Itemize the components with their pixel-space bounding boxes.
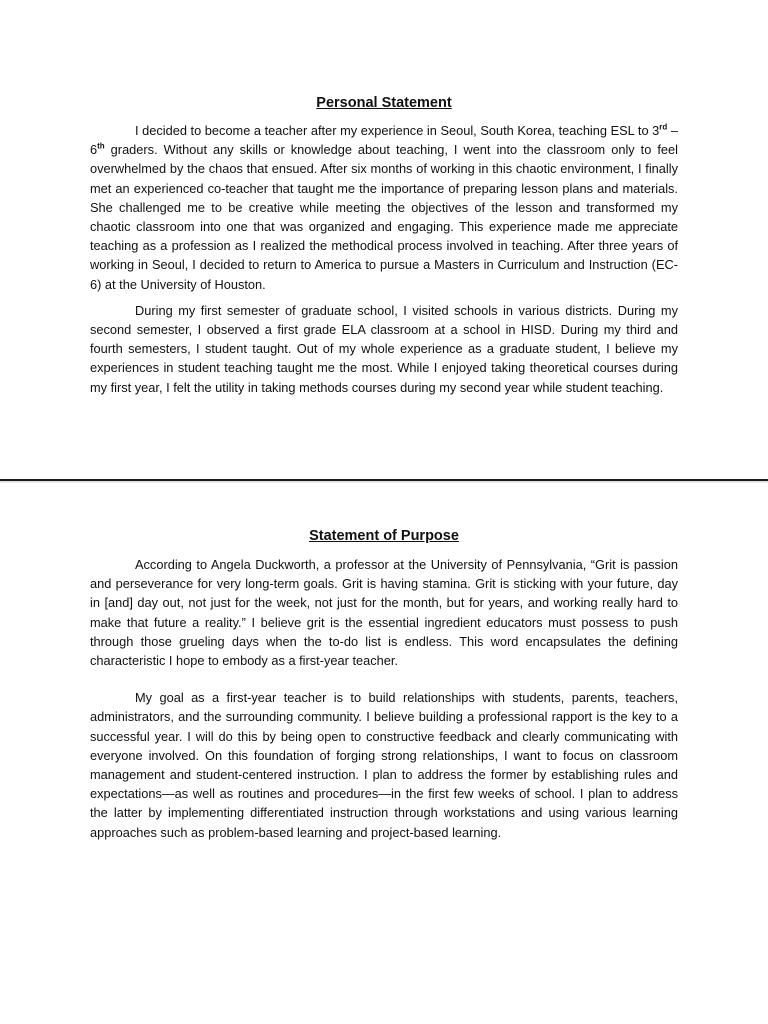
grade-dash: –: [667, 123, 678, 138]
personal-statement-paragraph-1: [90, 121, 678, 294]
statement-of-purpose-paragraph-2: My goal as a first-year teacher is to build relationships with students, parents, teachers, administrators, and the surrounding community. I believe building a professional rapport is the key to a successful year. I will do this by being open to constructive feedback and clearly communicating with everyone involved. On this foundation of forging strong relationships, I want to focus on classroom management and student-centered instruction. I plan to address the former by establishing rules and expectations—as well as routines and procedures—in the first few weeks of school. I plan to address the latter by implementing differentiated instruction through workstations and using various learning approaches such as problem-based learning and project-based learning.: [90, 690, 678, 840]
personal-statement-section: [90, 95, 678, 397]
statement-of-purpose-section: [90, 528, 678, 842]
personal-statement-title: Personal Statement: [316, 95, 452, 111]
grade-from-ordinal: rd: [659, 122, 668, 132]
document-page-1: [0, 0, 768, 480]
statement-of-purpose-title: Statement of Purpose: [309, 528, 459, 544]
grade-from: 3: [652, 123, 660, 138]
grade-to: 6: [90, 142, 98, 158]
document-page-2: [0, 483, 768, 1024]
p1-rest-text: graders. Without any skills or knowledge about teaching, I went into the classroom only to feel overwhelmed by the chaos that ensued. After six months of working in this chaotic environment, I finally met an experienced co-teacher that taught me the importance of preparing lesson plans and materials. She challenged me to be creative while meeting the objectives of the lesson and transformed my chaotic classroom into one that was organized and engaging. This experience made me appreciate teaching as a profession as I realized the methodical process involved in teaching. After three years of working in Seoul, I decided to return to America to pursue a Masters in Curriculum and Instruction (EC-6) at the University of Houston.: [90, 142, 678, 292]
personal-statement-paragraph-2: During my first semester of graduate school, I visited schools in various districts. During my second semester, I observed a first grade ELA classroom at a school in HISD. During my third and fourth semesters, I student taught. Out of my whole experience as a graduate student, I believe my experiences in student teaching taught me the most. While I enjoyed taking theoretical courses during my first year, I felt the utility in taking methods courses during my second year while student teaching.: [90, 302, 678, 395]
grade-to-ordinal: th: [97, 141, 105, 151]
p1-start-text: I decided to become a teacher after my experience in Seoul, South Korea, teaching ESL to: [135, 123, 653, 138]
statement-of-purpose-paragraph-1: According to Angela Duckworth, a professor at the University of Pennsylvania, “Grit is passion and perseverance for very long-term goals. Grit is having stamina. Grit is sticking with your future, day in [and] day out, not just for the week, not just for the month, but for years, and working really hard to make that future a reality.” I believe grit is the essential ingredient educators must possess to push through those grueling days when the to-do list is endless. This word encapsulates the defining characteristic I hope to embody as a first-year teacher.: [90, 557, 678, 669]
